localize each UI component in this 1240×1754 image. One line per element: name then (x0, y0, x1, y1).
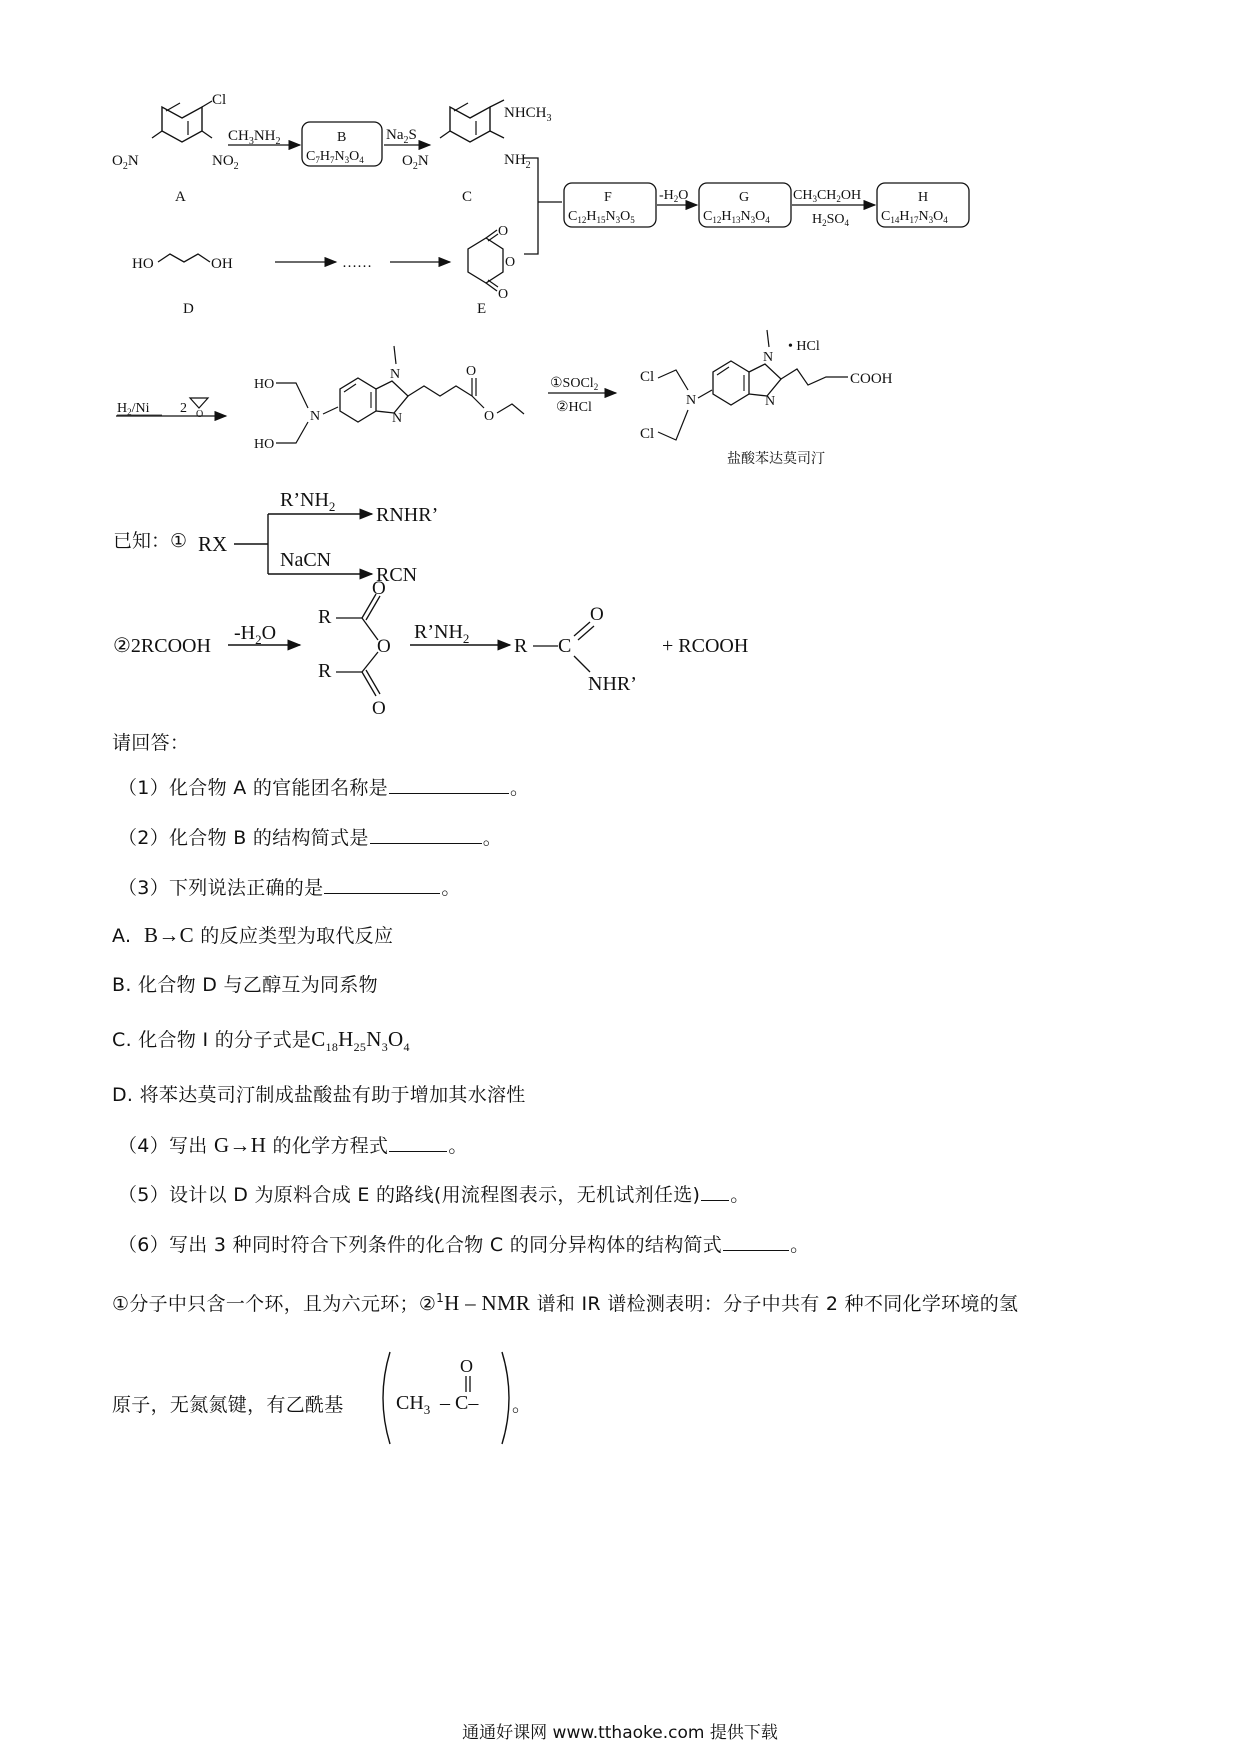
intermediate-n-amine: N (310, 409, 321, 424)
question-5: （5）设计以 D 为原料合成 E 的路线(用流程图表示，无机试剂任选) 。 (118, 1184, 750, 1206)
answer-blank-5[interactable] (701, 1182, 729, 1201)
compound-d-structure (132, 254, 233, 317)
reagent-hcl-step: ②HCl (556, 400, 592, 415)
question-4: （4）写出 G→H 的化学方程式 。 (118, 1133, 468, 1157)
option-b: B. 化合物 D 与乙醇互为同系物 (112, 974, 378, 996)
anhydride-o-top: O (372, 578, 386, 599)
compound-e-o-top: O (498, 224, 509, 239)
compound-h-label: H (918, 190, 929, 205)
compound-a-no2-right: $NO_2$ (212, 153, 239, 172)
final-cl-top: Cl (640, 369, 655, 385)
compound-c-no2: $O_2N$ (402, 153, 429, 172)
reagent-two: 2 (180, 401, 187, 416)
reagent-ethanol: $CH_3CH_2OH$ (793, 188, 862, 204)
condition-1: ①分子中只含一个环，且为六元环；②$^1$H – NMR 谱和 IR 谱检测表明：分子中共有 2 种不同化学环境的氢 (112, 1291, 1019, 1315)
compound-f-label: F (604, 190, 612, 205)
compound-b-label: B (337, 130, 347, 145)
compound-b-formula: $C_7H_7N_3O_4$ (306, 149, 364, 165)
known-rcooh-start: ②2RCOOH (113, 635, 211, 657)
reagent-h2ni: $H_2/Ni$ (117, 401, 150, 417)
compound-e-o-ring: O (505, 255, 516, 270)
answer-prompt: 请回答： (112, 732, 190, 754)
question-2: （2）化合物 B 的结构简式是 。 (118, 827, 503, 849)
option-c: C. 化合物 I 的分子式是$C_{18}H_{25}N_3O_4$ (112, 1027, 410, 1054)
final-cl-bottom: Cl (640, 426, 655, 442)
merge-bracket (524, 158, 538, 254)
amide-nhr: NHR’ (588, 673, 637, 695)
known-rcn: RCN (376, 564, 418, 586)
answer-blank-3[interactable] (324, 875, 440, 894)
question-2-text: （2）化合物 B 的结构简式是 (118, 827, 369, 849)
compound-g-label: G (739, 190, 750, 205)
anhydride-r-bottom: R (318, 660, 332, 682)
known-plus-rcooh: + RCOOH (662, 635, 749, 657)
epoxide-icon (190, 398, 208, 408)
question-3-text: （3）下列说法正确的是 (118, 877, 324, 899)
answer-blank-2[interactable] (370, 825, 482, 844)
compound-e-o-bottom: O (498, 287, 509, 302)
condition-2: 原子，无氮氮键，有乙酰基 (112, 1394, 344, 1416)
final-compound-name: 盐酸苯达莫司汀 (727, 451, 825, 467)
option-a: A. B→C 的反应类型为取代反应 (112, 923, 394, 947)
intermediate-n-ring: N (392, 411, 403, 426)
compound-f-formula: $C_{12}H_{15}N_3O_5$ (568, 209, 635, 225)
intermediate-ho-bottom: HO (254, 437, 275, 452)
reagent-socl2: ①SOCl$_2$ (550, 376, 599, 392)
option-c-formula: $C_{18}H_{25}N_3O_4$ (311, 1027, 410, 1054)
epoxide-o: O (196, 409, 204, 420)
intermediate-ho-top: HO (254, 377, 275, 392)
known-minus-h2o: $-H_2O$ (234, 622, 277, 647)
known-heading: 已知：① (113, 530, 188, 552)
compound-c-nhch3: $NHCH_3$ (504, 105, 552, 124)
anhydride-o-bottom: O (372, 698, 386, 719)
answer-blank-1[interactable] (389, 775, 509, 794)
compound-a-no2-left: $O_2N$ (112, 153, 139, 172)
question-4-h: H (250, 1133, 267, 1157)
condition-2-end: 。 (512, 1394, 532, 1416)
compound-c-structure (402, 100, 552, 205)
acetyl-c: – C– (440, 1392, 479, 1414)
reagent-ch3nh2: $CH_3NH_2$ (228, 128, 281, 147)
known-r-nh2-bottom: $R’NH_2$ (414, 621, 470, 646)
final-hcl-salt: • HCl (788, 339, 820, 354)
final-n-methyl: N (763, 350, 774, 365)
acetyl-o: O (460, 1356, 473, 1376)
final-n-ring: N (765, 394, 776, 409)
final-n-amine: N (686, 393, 697, 408)
synthesis-scheme (0, 0, 1240, 719)
intermediate-o-carbonyl: O (466, 364, 477, 379)
reagent-h2so4: $H_2SO_4$ (812, 212, 850, 228)
anhydride-o-bridge: O (377, 636, 391, 657)
amide-c: C (558, 635, 572, 657)
question-4-g: G (213, 1133, 230, 1157)
compound-a-structure (112, 92, 239, 205)
compound-a-label: A (175, 189, 186, 205)
answer-blank-6[interactable] (723, 1232, 789, 1251)
compound-d-ho: HO (132, 256, 154, 272)
amide-r: R (514, 635, 528, 657)
question-1-text: （1）化合物 A 的官能团名称是 (118, 777, 388, 799)
bendamustine-structure (640, 330, 893, 467)
compound-e-label: E (477, 301, 487, 317)
answer-blank-4[interactable] (389, 1133, 447, 1152)
compound-h-formula: $C_{14}H_{17}N_3O_4$ (881, 209, 948, 225)
compound-g-formula: $C_{12}H_{13}N_3O_4$ (703, 209, 770, 225)
intermediate-n-methyl: N (390, 367, 401, 382)
final-cooh: COOH (850, 371, 893, 387)
page-footer: 通通好课网 www.tthaoke.com 提供下载 (462, 1723, 778, 1743)
known-rx: RX (198, 532, 228, 556)
known-rnhr: RNHR’ (376, 504, 439, 526)
intermediate-i-structure (254, 346, 524, 452)
anhydride-r-top: R (318, 606, 332, 628)
option-d: D. 将苯达莫司汀制成盐酸盐有助于增加其水溶性 (112, 1084, 526, 1106)
acetyl-ch3: $CH_3$ (396, 1392, 431, 1417)
known-r-nh2-top: $R’NH_2$ (280, 489, 336, 514)
known-reactions (113, 489, 748, 719)
compound-a-cl: Cl (212, 92, 227, 108)
known-nacn: NaCN (280, 549, 332, 571)
compound-c-label: C (462, 189, 473, 205)
dots: …… (342, 255, 372, 271)
question-6: （6）写出 3 种同时符合下列条件的化合物 C 的同分异构体的结构简式 。 (118, 1234, 810, 1256)
compound-d-label: D (183, 301, 194, 317)
question-3: （3）下列说法正确的是 。 (118, 877, 461, 899)
question-1: （1）化合物 A 的官能团名称是 。 (118, 777, 530, 799)
amide-o: O (590, 604, 604, 625)
compound-e-structure (468, 224, 515, 317)
reagent-minus-h2o: $-H_2O$ (659, 188, 689, 204)
acetyl-group-structure (376, 1346, 516, 1456)
intermediate-o-ester: O (484, 409, 495, 424)
compound-c-nh2: $NH_2$ (504, 152, 531, 171)
reagent-na2s: $Na_2S$ (386, 127, 417, 146)
compound-d-oh: OH (211, 256, 233, 272)
